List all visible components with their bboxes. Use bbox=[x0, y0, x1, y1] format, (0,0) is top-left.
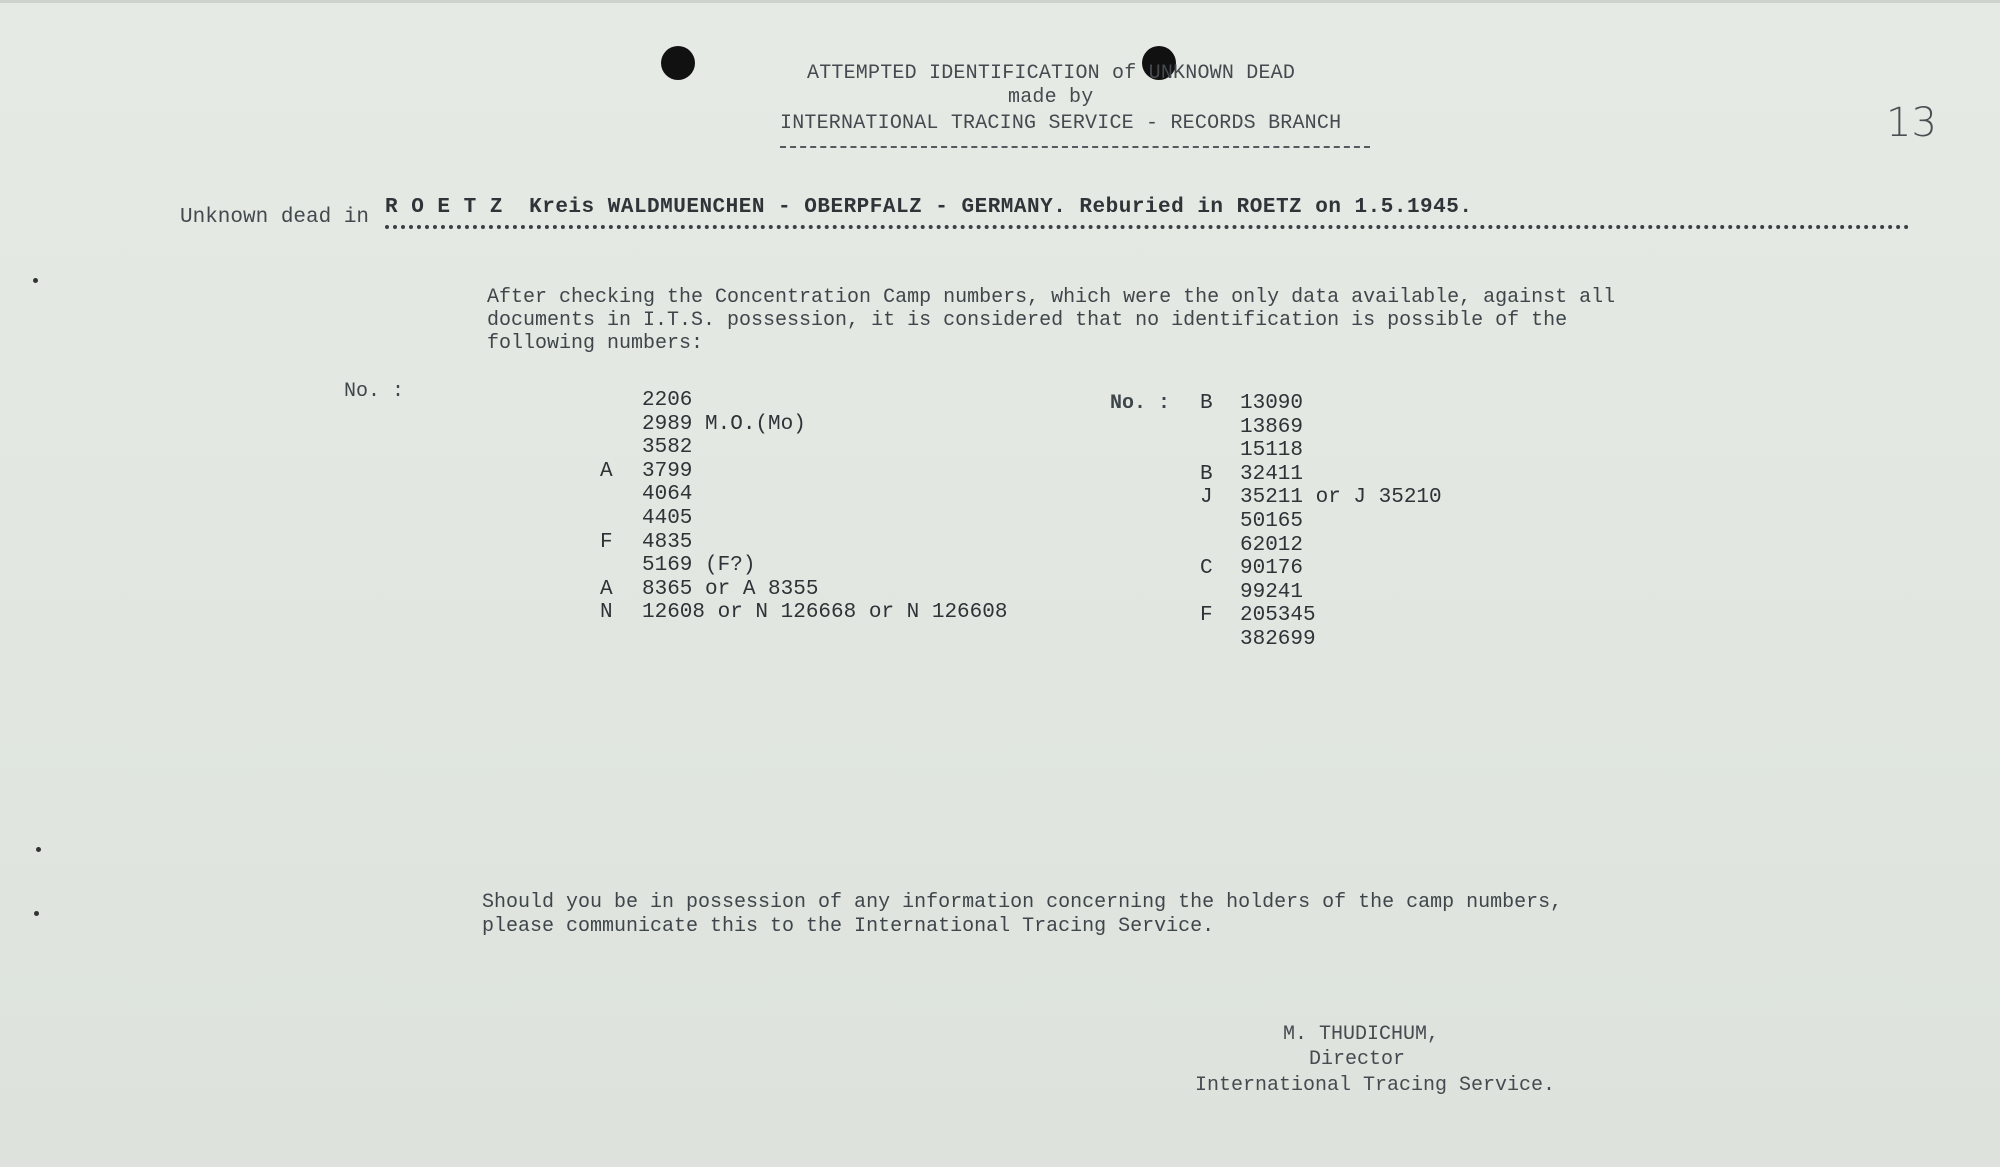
location-value: R O E T Z Kreis WALDMUENCHEN - OBERPFALZ - GERMANY. Reburied in ROETZ on 1.5.1945. bbox=[385, 196, 1473, 219]
header-line-3: INTERNATIONAL TRACING SERVICE - RECORDS BRANCH bbox=[780, 112, 1342, 135]
camp-number: 90176 bbox=[1240, 557, 1304, 581]
camp-number: 62012 bbox=[1240, 533, 1304, 557]
camp-number: 32411 bbox=[1240, 462, 1304, 486]
number-prefix: A bbox=[600, 577, 613, 601]
camp-number: 99241 bbox=[1240, 580, 1304, 604]
number-prefix: B bbox=[1200, 462, 1213, 486]
camp-number: 4064 bbox=[642, 483, 693, 507]
camp-number: 2989 M.O.(Mo) bbox=[642, 412, 806, 436]
camp-number: 50165 bbox=[1240, 510, 1304, 533]
right-list-label: No. : bbox=[1110, 392, 1171, 415]
number-prefix: J bbox=[1200, 486, 1213, 510]
header-underline bbox=[780, 146, 1370, 148]
signature-name: M. THUDICHUM, bbox=[1283, 1023, 1440, 1046]
number-prefix: F bbox=[600, 530, 613, 554]
camp-number: 3582 bbox=[642, 436, 693, 460]
camp-number: 2206 bbox=[642, 389, 693, 412]
signature-title: Director bbox=[1309, 1048, 1406, 1071]
header-line-1: ATTEMPTED IDENTIFICATION of UNKNOWN DEAD bbox=[807, 62, 1296, 85]
closing-line-2: please communicate this to the International Tracing Service. bbox=[482, 915, 1215, 938]
location-label: Unknown dead in bbox=[180, 206, 370, 229]
page-number: 13 bbox=[1886, 100, 1937, 146]
camp-number: 205345 bbox=[1240, 604, 1316, 628]
number-prefix: C bbox=[1200, 557, 1213, 581]
margin-mark bbox=[33, 278, 38, 283]
closing-line-1: Should you be in possession of any information concerning the holders of the camp numbers, bbox=[482, 891, 1563, 914]
margin-mark bbox=[36, 847, 41, 852]
camp-number: 12608 or N 126668 or N 126608 bbox=[642, 601, 1008, 625]
camp-number: 15118 bbox=[1240, 439, 1304, 463]
camp-number: 4405 bbox=[642, 507, 693, 530]
intro-line-1: After checking the Concentration Camp numbers, which were the only data available, against all bbox=[487, 286, 1616, 309]
number-prefix: N bbox=[600, 601, 613, 625]
camp-number: 5169 (F?) bbox=[642, 554, 756, 578]
camp-number: 8365 or A 8355 bbox=[642, 577, 819, 601]
left-list-label: No. : bbox=[344, 380, 405, 403]
margin-mark bbox=[34, 911, 39, 916]
signature-org: International Tracing Service. bbox=[1195, 1074, 1556, 1097]
number-prefix: B bbox=[1200, 392, 1213, 415]
number-prefix: F bbox=[1200, 604, 1213, 628]
camp-number: 35211 or J 35210 bbox=[1240, 486, 1442, 510]
punch-hole-left bbox=[661, 46, 695, 80]
location-dotted-line bbox=[385, 225, 1910, 229]
page-edge bbox=[0, 0, 2000, 3]
header-line-2: made by bbox=[1008, 86, 1094, 109]
camp-number: 4835 bbox=[642, 530, 693, 554]
camp-number: 13869 bbox=[1240, 415, 1304, 439]
camp-number: 13090 bbox=[1240, 392, 1304, 415]
camp-number: 382699 bbox=[1240, 628, 1316, 651]
intro-line-3: following numbers: bbox=[487, 332, 704, 355]
intro-line-2: documents in I.T.S. possession, it is considered that no identification is possible of the bbox=[487, 309, 1568, 332]
camp-number: 3799 bbox=[642, 459, 693, 483]
number-prefix: A bbox=[600, 459, 613, 483]
